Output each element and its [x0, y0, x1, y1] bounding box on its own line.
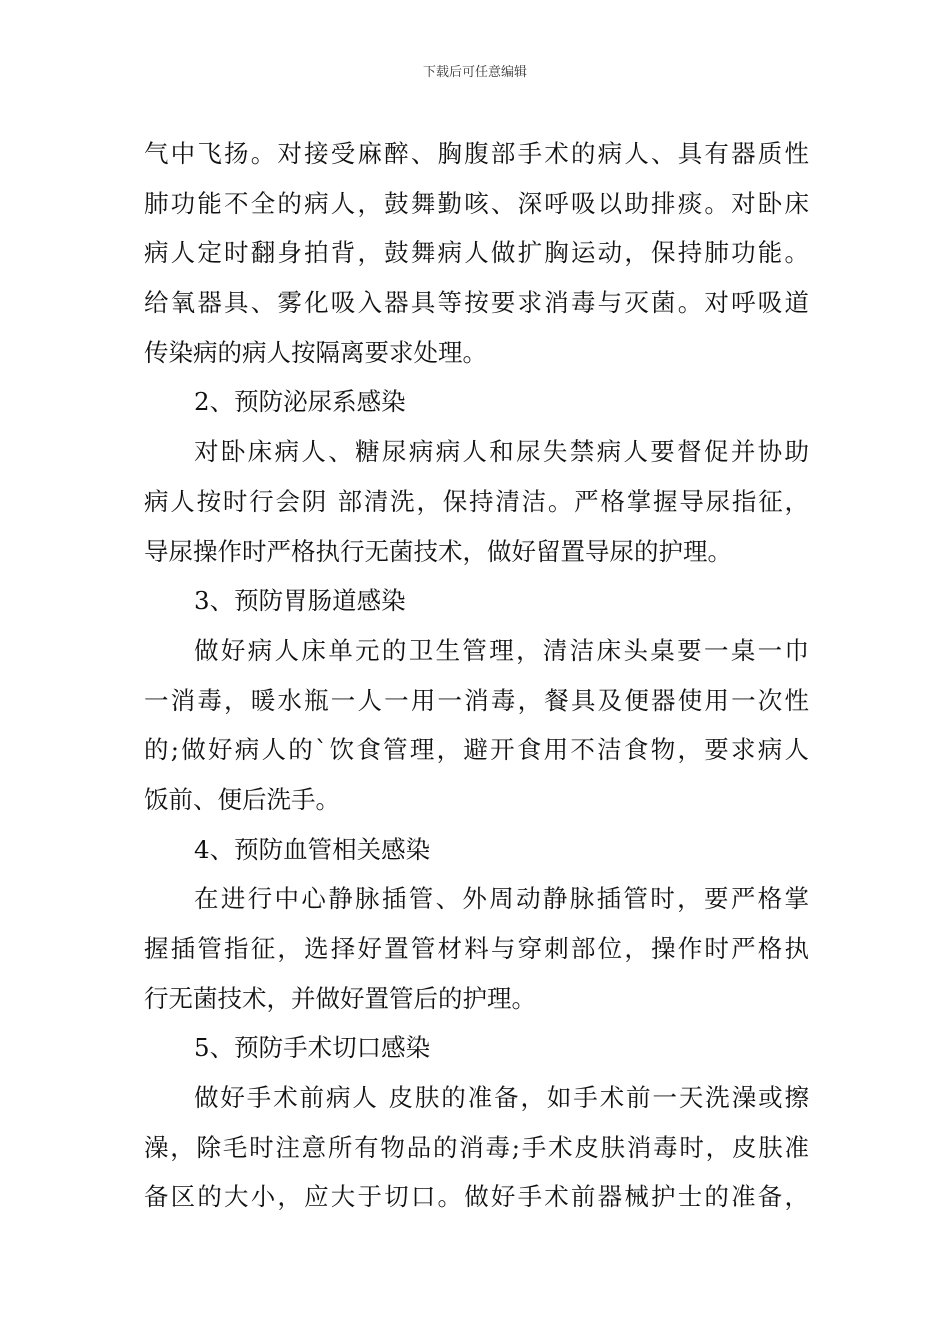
text-line: 在进行中心静脉插管、外周动静脉插管时，要严格掌 [194, 884, 809, 914]
text-line: 的;做好病人的`饮食管理，避开食用不洁食物，要求病人 [144, 735, 809, 765]
page-header-note: 下载后可任意编辑 [422, 65, 527, 80]
text-line: 给氧器具、雾化吸入器具等按要求消毒与灭菌。对呼吸道 [144, 288, 809, 318]
text-line: 行无菌技术，并做好置管后的护理。 [144, 983, 536, 1013]
text-line: 5、预防手术切口感染 [194, 1033, 431, 1063]
text-line: 传染病的病人按隔离要求处理。 [144, 337, 487, 367]
text-line: 一消毒，暖水瓶一人一用一消毒，餐具及便器使用一次性 [144, 685, 809, 715]
text-line: 2、预防泌尿系感染 [194, 387, 406, 417]
text-line: 做好病人床单元的卫生管理，清洁床头桌要一桌一巾 [194, 635, 809, 665]
text-line: 饭前、便后洗手。 [144, 784, 340, 814]
text-line: 病人定时翻身拍背，鼓舞病人做扩胸运动，保持肺功能。 [144, 238, 809, 268]
text-line: 澡，除毛时注意所有物品的消毒;手术皮肤消毒时，皮肤准 [144, 1132, 809, 1162]
document-body [144, 129, 809, 1222]
text-line: 备区的大小，应大于切口。做好手术前器械护士的准备， [144, 1182, 809, 1212]
text-line: 4、预防血管相关感染 [194, 834, 431, 864]
text-line: 对卧床病人、糖尿病病人和尿失禁病人要督促并协助 [194, 437, 809, 467]
text-line: 做好手术前病人 皮肤的准备，如手术前一天洗澡或擦 [194, 1083, 809, 1113]
text-line: 病人按时行会阴 部清洗，保持清洁。严格掌握导尿指征， [144, 486, 809, 516]
text-line: 导尿操作时严格执行无菌技术，做好留置导尿的护理。 [144, 536, 732, 566]
text-line: 握插管指征，选择好置管材料与穿刺部位，操作时严格执 [144, 934, 809, 963]
text-line: 肺功能不全的病人，鼓舞勤咳、深呼吸以助排痰。对卧床 [144, 188, 809, 218]
text-line: 气中飞扬。对接受麻醉、胸腹部手术的病人、具有器质性 [144, 139, 809, 168]
text-line: 3、预防胃肠道感染 [194, 586, 406, 616]
